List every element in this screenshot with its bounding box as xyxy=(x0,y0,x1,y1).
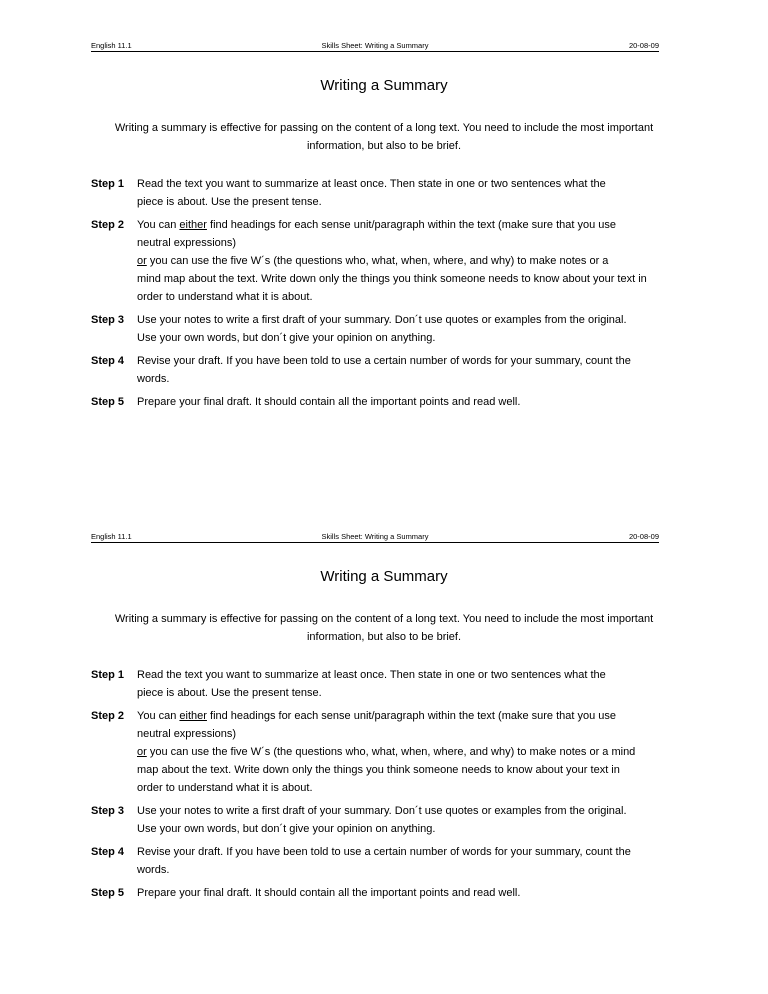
step-line xyxy=(137,216,691,234)
header-date: 20-08-09 xyxy=(628,532,659,541)
step-body xyxy=(137,216,691,306)
step-line: words. xyxy=(137,373,170,385)
step-line xyxy=(137,252,691,270)
text-fragment: You can xyxy=(137,219,180,231)
step-5 xyxy=(91,393,691,411)
step-2 xyxy=(91,216,691,306)
text-fragment: find headings for each sense unit/paragraph within the text (make sure that you use xyxy=(206,710,617,722)
text-fragment: you can use the five W´s (the questions who, what, when, where, and why) to make notes or a xyxy=(146,255,609,267)
step-body xyxy=(137,311,691,347)
step-body xyxy=(137,666,691,702)
step-line: Revise your draft. If you have been told to use a certain number of words for your summary, count the xyxy=(137,846,631,858)
step-4 xyxy=(91,843,691,879)
step-3 xyxy=(91,311,691,347)
step-line: words. xyxy=(137,864,170,876)
step-label: Step 2 xyxy=(91,710,125,722)
step-4 xyxy=(91,352,691,388)
step-2 xyxy=(91,707,691,797)
step-3 xyxy=(91,802,691,838)
step-line: Use your notes to write a first draft of your summary. Don´t use quotes or examples from the original. xyxy=(137,805,627,817)
header-date: 20-08-09 xyxy=(628,41,659,50)
step-line: piece is about. Use the present tense. xyxy=(137,687,322,699)
step-label: Step 2 xyxy=(91,219,125,231)
step-1 xyxy=(91,175,691,211)
step-line: Read the text you want to summarize at least once. Then state in one or two sentences what the xyxy=(137,669,606,681)
intro-paragraph xyxy=(84,610,684,646)
step-line: Use your own words, but don´t give your opinion on anything. xyxy=(137,823,436,835)
step-line: order to understand what it is about. xyxy=(137,782,313,794)
step-label: Step 4 xyxy=(91,355,125,367)
step-label: Step 5 xyxy=(91,396,125,408)
step-5 xyxy=(91,884,691,902)
text-fragment: you can use the five W´s (the questions who, what, when, where, and why) to make notes or a mind xyxy=(146,746,636,758)
step-label: Step 4 xyxy=(91,846,125,858)
step-body xyxy=(137,175,691,211)
step-body xyxy=(137,843,691,879)
step-label: Step 1 xyxy=(91,178,125,190)
step-line: neutral expressions) xyxy=(137,728,237,740)
step-body xyxy=(137,707,691,797)
header-sheet-title: Skills Sheet: Writing a Summary xyxy=(321,532,429,541)
intro-line: information, but also to be brief. xyxy=(306,140,462,152)
step-label: Step 1 xyxy=(91,669,125,681)
intro-line: Writing a summary is effective for passing on the content of a long text. You need to include the most important xyxy=(114,613,654,625)
step-body xyxy=(137,884,691,902)
step-line: Use your notes to write a first draft of your summary. Don´t use quotes or examples from the original. xyxy=(137,314,627,326)
underlined-word: or xyxy=(137,746,147,758)
intro-line: Writing a summary is effective for passing on the content of a long text. You need to include the most important xyxy=(114,122,654,134)
step-line: neutral expressions) xyxy=(137,237,237,249)
step-line: map about the text. Write down only the things you think someone needs to know about your text in xyxy=(137,764,620,776)
step-body xyxy=(137,393,691,411)
step-line: mind map about the text. Write down only the things you think someone needs to know about your text in xyxy=(137,273,647,285)
underlined-word: or xyxy=(137,255,147,267)
underlined-word: either xyxy=(179,219,207,231)
step-body xyxy=(137,352,691,388)
step-line: piece is about. Use the present tense. xyxy=(137,196,322,208)
step-line: Use your own words, but don´t give your opinion on anything. xyxy=(137,332,436,344)
step-1 xyxy=(91,666,691,702)
step-line xyxy=(137,743,691,761)
steps-list xyxy=(91,175,691,416)
step-body xyxy=(137,802,691,838)
step-line: Revise your draft. If you have been told to use a certain number of words for your summary, count the xyxy=(137,355,631,367)
header-sheet-title: Skills Sheet: Writing a Summary xyxy=(321,41,429,50)
page-header xyxy=(91,531,659,543)
step-line: Read the text you want to summarize at least once. Then state in one or two sentences what the xyxy=(137,178,606,190)
text-fragment: find headings for each sense unit/paragraph within the text (make sure that you use xyxy=(206,219,617,231)
header-course: English 11.1 xyxy=(91,532,132,541)
intro-line: information, but also to be brief. xyxy=(306,631,462,643)
steps-list xyxy=(91,666,691,907)
step-label: Step 3 xyxy=(91,805,125,817)
page-header xyxy=(91,40,659,52)
underlined-word: either xyxy=(179,710,207,722)
intro-paragraph xyxy=(84,119,684,155)
step-line xyxy=(137,707,691,725)
step-label: Step 5 xyxy=(91,887,125,899)
page-title: Writing a Summary xyxy=(320,77,448,94)
step-line: Prepare your final draft. It should contain all the important points and read well. xyxy=(137,887,521,899)
text-fragment: You can xyxy=(137,710,180,722)
header-course: English 11.1 xyxy=(91,41,132,50)
step-label: Step 3 xyxy=(91,314,125,326)
step-line: Prepare your final draft. It should contain all the important points and read well. xyxy=(137,396,521,408)
step-line: order to understand what it is about. xyxy=(137,291,313,303)
page-title: Writing a Summary xyxy=(320,568,448,585)
